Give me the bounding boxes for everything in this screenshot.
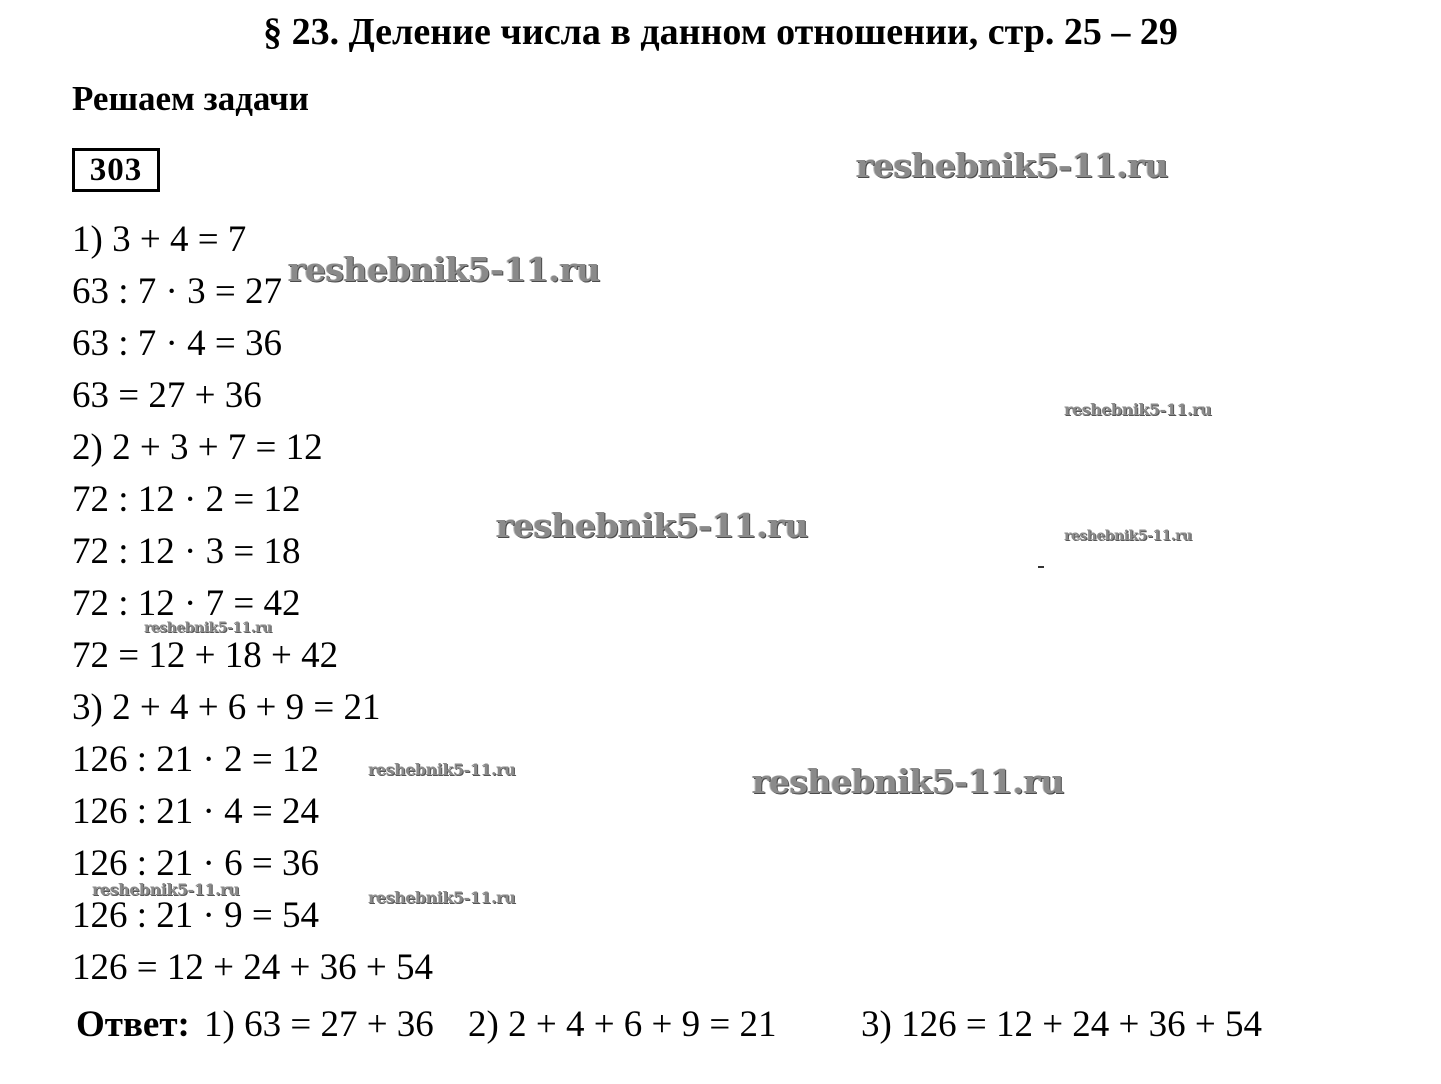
answer-line [76, 999, 1396, 1051]
answer-part-3: 3) 126 = 12 + 24 + 36 + 54 [861, 1004, 1263, 1045]
solution-line: 126 : 21 · 6 = 36 [72, 843, 319, 884]
page-title: § 23. Деление числа в данном отношении, стр. 25 – 29 [263, 11, 1178, 53]
solution-line: 72 : 12 · 3 = 18 [72, 531, 301, 572]
solution-line: 126 : 21 · 9 = 54 [72, 895, 319, 936]
answer-part-1: 1) 63 = 27 + 36 [204, 1004, 434, 1045]
watermark: reshebnik5-11.ru [144, 620, 272, 636]
watermark: reshebnik5-11.ru [752, 762, 1064, 801]
solution-line: 72 : 12 · 7 = 42 [72, 583, 301, 624]
answer-label: Ответ: [76, 1004, 190, 1045]
solution-line: 3) 2 + 4 + 6 + 9 = 21 [72, 687, 381, 728]
solution-line: 72 : 12 · 2 = 12 [72, 479, 301, 520]
watermark: reshebnik5-11.ru [496, 506, 808, 545]
solution-line: 126 : 21 · 4 = 24 [72, 791, 319, 832]
solution-line: 63 = 27 + 36 [72, 375, 262, 416]
section-title: Решаем задачи [72, 79, 309, 118]
stray-mark [1038, 566, 1044, 568]
solution-line: 72 = 12 + 18 + 42 [72, 635, 339, 676]
solution-lines [72, 214, 433, 994]
watermark: reshebnik5-11.ru [288, 250, 600, 289]
solution-line: 126 = 12 + 24 + 36 + 54 [72, 947, 433, 988]
task-number-box: 303 [72, 148, 160, 192]
solution-line: 2) 2 + 3 + 7 = 12 [72, 427, 323, 468]
answer-part-2: 2) 2 + 4 + 6 + 9 = 21 [468, 1004, 777, 1045]
watermark: reshebnik5-11.ru [92, 880, 240, 899]
watermark: reshebnik5-11.ru [1064, 528, 1192, 544]
watermark: reshebnik5-11.ru [368, 760, 516, 779]
solution-line: 63 : 7 · 3 = 27 [72, 271, 282, 312]
solution-line: 1) 3 + 4 = 7 [72, 219, 247, 260]
watermark: reshebnik5-11.ru [368, 888, 516, 907]
solution-line: 63 : 7 · 4 = 36 [72, 323, 282, 364]
watermark: reshebnik5-11.ru [1064, 400, 1212, 419]
solution-line: 126 : 21 · 2 = 12 [72, 739, 319, 780]
watermark: reshebnik5-11.ru [856, 146, 1168, 185]
